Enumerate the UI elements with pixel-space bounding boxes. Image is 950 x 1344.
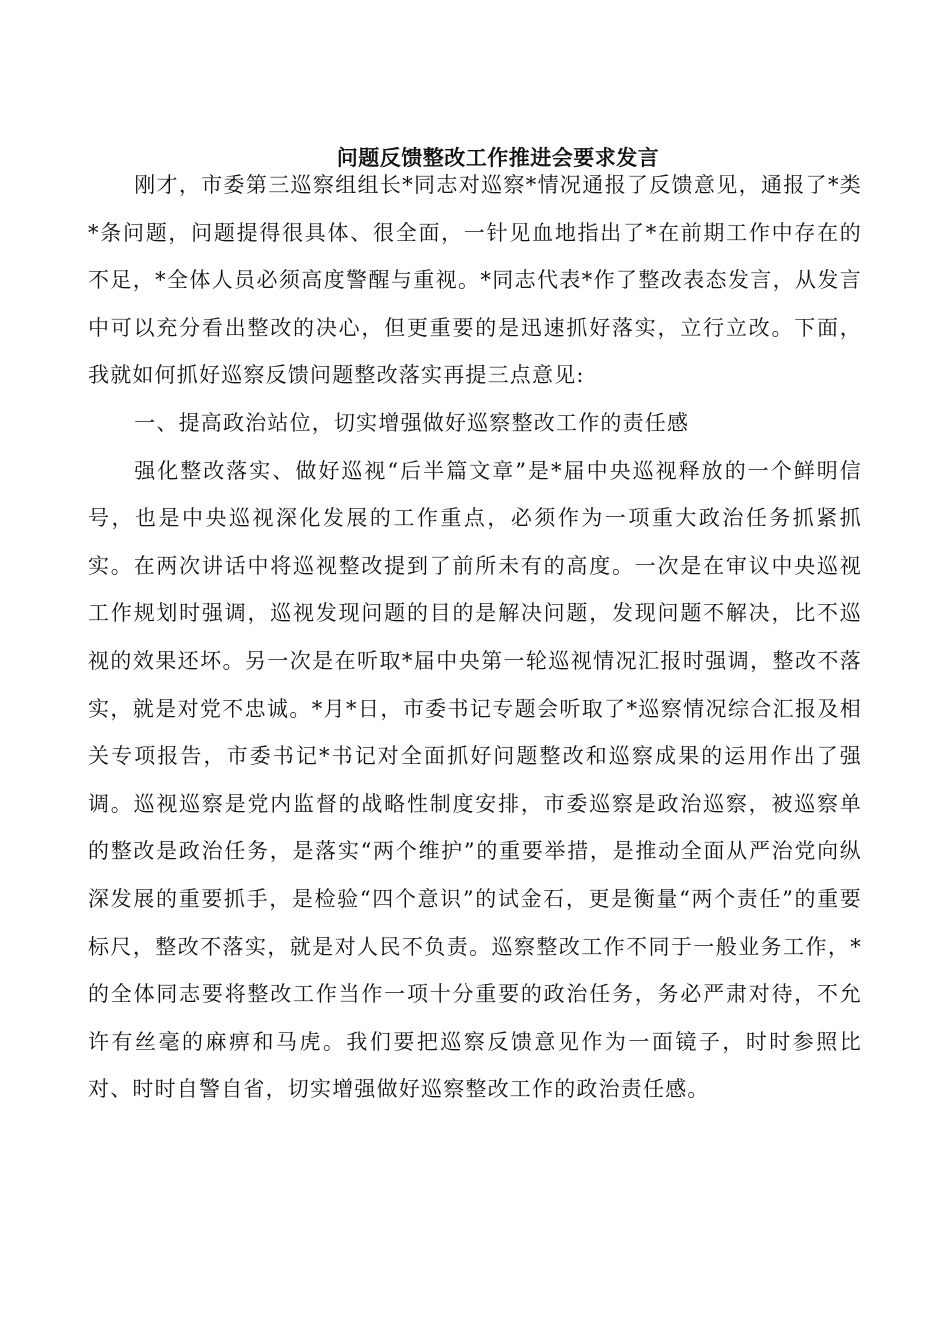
paragraph-section-1: 强化整改落实、做好巡视“后半篇文章”是*届中央巡视释放的一个鲜明信号，也是中央巡视深化发展的工作重点，必须作为一项重大政治任务抓紧抓实。在两次讲话中将巡视整改提到了前所未有的高度。一次是在审议中央巡视工作规划时强调，巡视发现问题的目的是解决问题，发现问题不解决，比不巡视的效果还坏。另一次是在听取*届中央第一轮巡视情况汇报时强调，整改不落实，就是对党不忠诚。*月*日，市委书记专题会听取了*巡察情况综合汇报及相关专项报告，市委书记*书记对全面抓好问题整改和巡察成果的运用作出了强调。巡视巡察是党内监督的战略性制度安排，市委巡察是政治巡察，被巡察单的整改是政治任务，是落实“两个维护”的重要举措，是推动全面从严治党向纵深发展的重要抓手，是检验“四个意识”的试金石，更是衡量“两个责任”的重要标尺，整改不落实，就是对人民不负责。巡察整改工作不同于一般业务工作，*的全体同志要将整改工作当作一项十分重要的政治任务，务必严肃对待，不允许有丝毫的麻痹和马虎。我们要把巡察反馈意见作为一面镜子，时时参照比对、时时自警自省，切实增强做好巡察整改工作的政治责任感。: [88, 458, 862, 1102]
section-heading-1: 一、提高政治站位，切实增强做好巡察整改工作的责任感: [134, 410, 690, 435]
paragraph-intro: 刚才，市委第三巡察组组长*同志对巡察*情况通报了反馈意见，通报了*类*条问题，问题提得很具体、很全面，一针见血地指出了*在前期工作中存在的不足，*全体人员必须高度警醒与重视。*同志代表*作了整改表态发言，从发言中可以充分看出整改的决心，但更重要的是迅速抓好落实，立行立改。下面，我就如何抓好巡察反馈问题整改落实再提三点意见:: [88, 173, 862, 388]
document-body: [88, 162, 862, 1114]
document-title: 问题反馈整改工作推进会要求发言: [336, 146, 660, 170]
